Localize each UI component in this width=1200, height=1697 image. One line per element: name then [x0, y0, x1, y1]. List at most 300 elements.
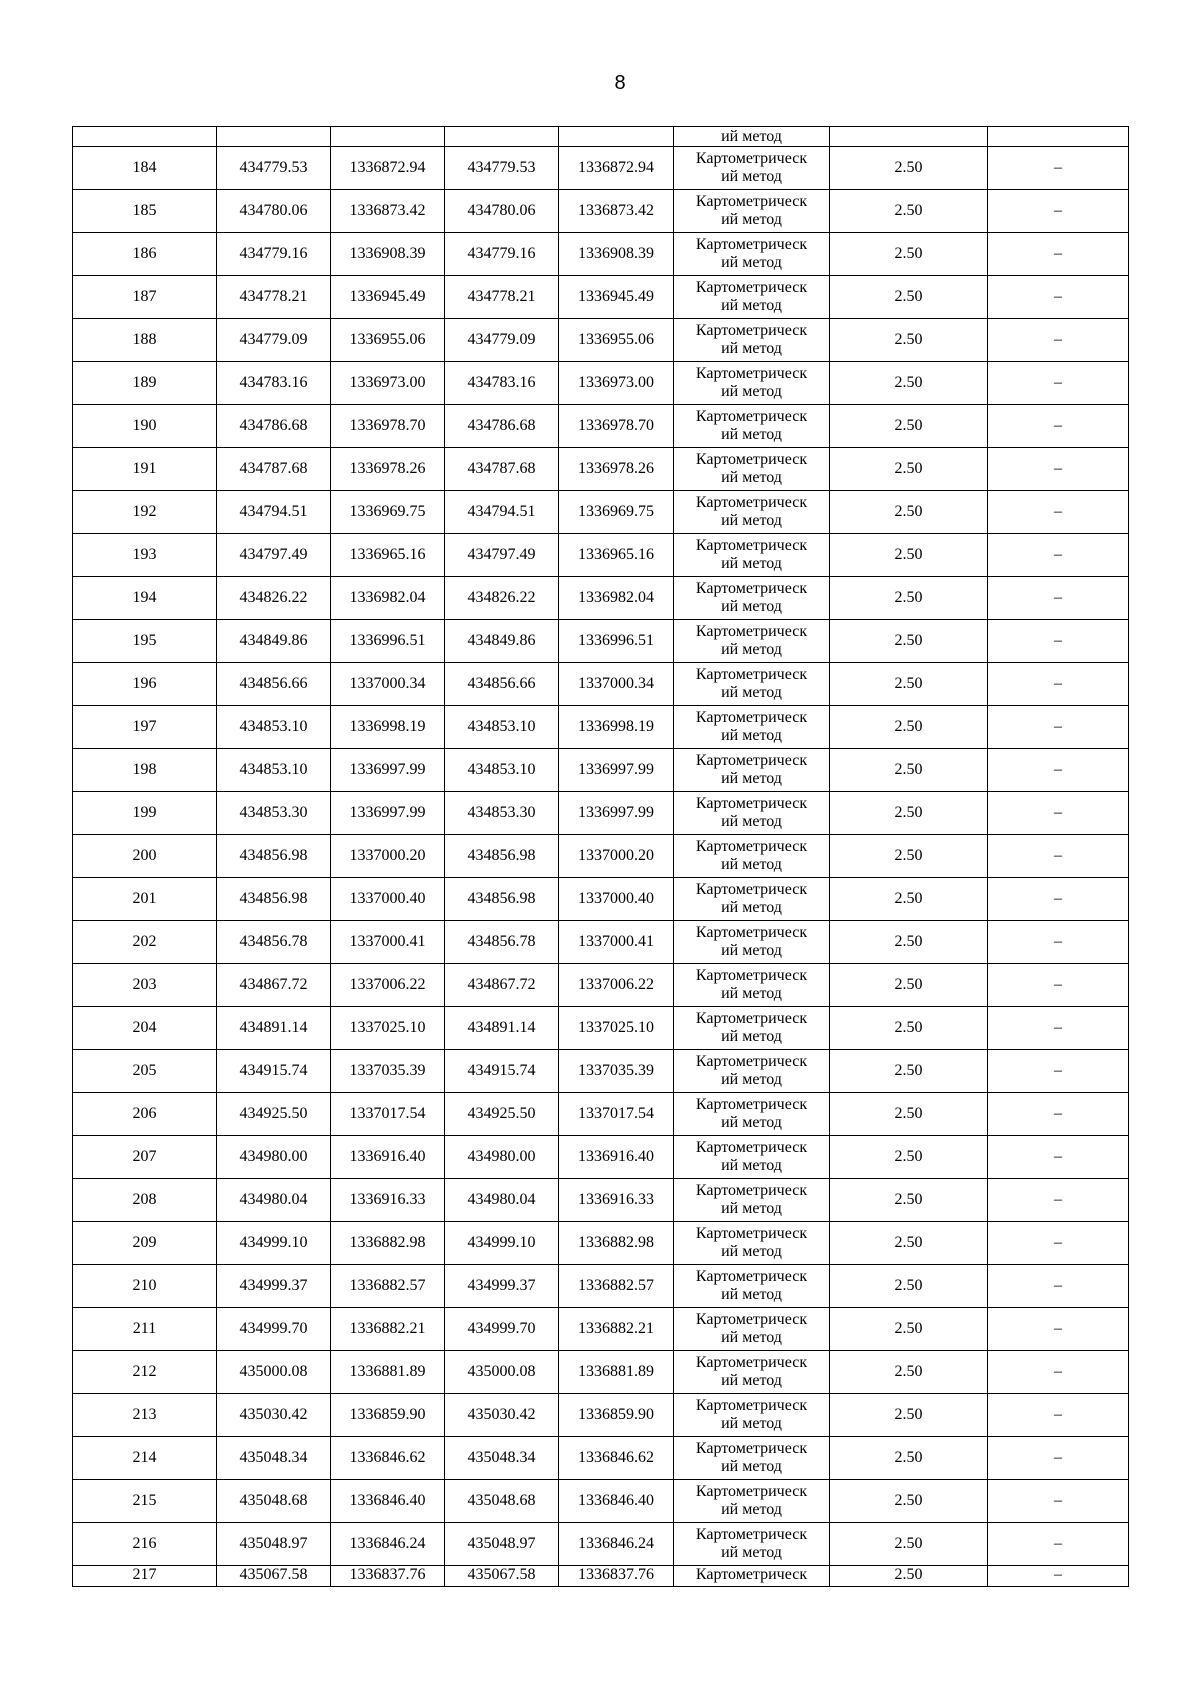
cell-note: – — [988, 1437, 1129, 1480]
cell-point-number: 202 — [73, 921, 217, 964]
cell-x1: 435000.08 — [217, 1351, 331, 1394]
cell-accuracy: 2.50 — [830, 190, 988, 233]
cell-x1: 434853.10 — [217, 749, 331, 792]
cell-note: – — [988, 448, 1129, 491]
cell-y2: 1336846.62 — [559, 1437, 674, 1480]
table-row — [73, 1351, 1129, 1394]
method-line-2: ий метод — [721, 856, 782, 873]
cell-y1: 1336969.75 — [331, 491, 445, 534]
cell-note: – — [988, 964, 1129, 1007]
cell-x2: 434980.04 — [445, 1179, 559, 1222]
table-body — [73, 127, 1129, 1587]
cell-y2: 1337000.34 — [559, 663, 674, 706]
method-line-2: ий метод — [721, 1372, 782, 1389]
cell-point-number: 186 — [73, 233, 217, 276]
cell-y2: 1336872.94 — [559, 147, 674, 190]
cell-y1: 1337000.20 — [331, 835, 445, 878]
cell-note: – — [988, 1050, 1129, 1093]
cell-point-number: 188 — [73, 319, 217, 362]
cell-point-number: 201 — [73, 878, 217, 921]
cell-x1: 434891.14 — [217, 1007, 331, 1050]
cell-accuracy: 2.50 — [830, 1566, 988, 1587]
cell-x2: 434999.70 — [445, 1308, 559, 1351]
method-line-2: ий метод — [721, 813, 782, 830]
method-line-2: ий метод — [721, 899, 782, 916]
method-line-1: Картометрическ — [695, 236, 808, 253]
cell-accuracy: 2.50 — [830, 1136, 988, 1179]
cell-method — [674, 620, 830, 663]
cell-x1: 434925.50 — [217, 1093, 331, 1136]
cell-x2: 434779.16 — [445, 233, 559, 276]
cell-y1: 1336859.90 — [331, 1394, 445, 1437]
method-line-1: Картометрическ — [695, 1526, 808, 1543]
cell-note: – — [988, 577, 1129, 620]
cell-accuracy: 2.50 — [830, 749, 988, 792]
cell-method — [674, 878, 830, 921]
cell-note: – — [988, 749, 1129, 792]
cell-y1: 1336846.40 — [331, 1480, 445, 1523]
cell-accuracy: 2.50 — [830, 1007, 988, 1050]
cell-x2: 435048.68 — [445, 1480, 559, 1523]
table-row — [73, 1480, 1129, 1523]
cell-x1: 434999.10 — [217, 1222, 331, 1265]
cell-y1: 1336882.21 — [331, 1308, 445, 1351]
table-row — [73, 448, 1129, 491]
cell-note: – — [988, 491, 1129, 534]
cell-accuracy: 2.50 — [830, 233, 988, 276]
cell-y2: 1336945.49 — [559, 276, 674, 319]
cell-y1: 1336982.04 — [331, 577, 445, 620]
cell-x2: 435048.34 — [445, 1437, 559, 1480]
cell-x2: 434853.10 — [445, 749, 559, 792]
page-number: 8 — [614, 72, 626, 94]
cell-y1: 1336978.70 — [331, 405, 445, 448]
cell-x2: 434856.66 — [445, 663, 559, 706]
cell-note: – — [988, 405, 1129, 448]
method-line-2: ий метод — [721, 942, 782, 959]
cell-accuracy: 2.50 — [830, 405, 988, 448]
cell-method — [674, 362, 830, 405]
method-line-2: ий метод — [721, 340, 782, 357]
table-row — [73, 276, 1129, 319]
cell-method — [674, 233, 830, 276]
cell-accuracy: 2.50 — [830, 1351, 988, 1394]
table-row — [73, 1179, 1129, 1222]
cell-y1: 1336837.76 — [331, 1566, 445, 1587]
table-row — [73, 362, 1129, 405]
cell-x2: 434999.10 — [445, 1222, 559, 1265]
cell-method — [674, 792, 830, 835]
table-row — [73, 1222, 1129, 1265]
cell-y2: 1337000.40 — [559, 878, 674, 921]
method-line-2: ий метод — [721, 254, 782, 271]
cell-method — [674, 1308, 830, 1351]
cell-y2: 1336998.19 — [559, 706, 674, 749]
cell-y2 — [559, 127, 674, 147]
table-row — [73, 1394, 1129, 1437]
cell-method — [674, 448, 830, 491]
cell-accuracy: 2.50 — [830, 276, 988, 319]
cell-point-number: 197 — [73, 706, 217, 749]
method-line-1: Картометрическ — [695, 1268, 808, 1285]
cell-point-number: 199 — [73, 792, 217, 835]
cell-accuracy: 2.50 — [830, 878, 988, 921]
method-line-2: ий метод — [721, 168, 782, 185]
cell-method — [674, 491, 830, 534]
method-line-2: ий метод — [721, 469, 782, 486]
method-line-2: ий метод — [721, 1286, 782, 1303]
cell-y1: 1336998.19 — [331, 706, 445, 749]
table-row — [73, 964, 1129, 1007]
cell-accuracy: 2.50 — [830, 620, 988, 663]
cell-y1: 1337025.10 — [331, 1007, 445, 1050]
cell-method — [674, 405, 830, 448]
table-row — [73, 1308, 1129, 1351]
cell-note: – — [988, 792, 1129, 835]
method-line-2: ий метод — [721, 684, 782, 701]
cell-y2: 1336881.89 — [559, 1351, 674, 1394]
cell-y2: 1336978.26 — [559, 448, 674, 491]
cell-y1: 1337035.39 — [331, 1050, 445, 1093]
method-line-2: ий метод — [721, 598, 782, 615]
cell-method — [674, 1437, 830, 1480]
cell-method — [674, 921, 830, 964]
cell-note: – — [988, 878, 1129, 921]
cell-y2: 1336973.00 — [559, 362, 674, 405]
cell-x1: 434779.16 — [217, 233, 331, 276]
table-row — [73, 577, 1129, 620]
cell-x1: 434980.00 — [217, 1136, 331, 1179]
method-line-1: Картометрическ — [695, 795, 808, 812]
method-line-2: ий метод — [721, 1501, 782, 1518]
cell-x2: 434779.53 — [445, 147, 559, 190]
method-line-1: Картометрическ — [695, 580, 808, 597]
cell-y1: 1337000.41 — [331, 921, 445, 964]
method-line-2: ий метод — [721, 1114, 782, 1131]
cell-accuracy: 2.50 — [830, 147, 988, 190]
table-row — [73, 1523, 1129, 1566]
cell-x1: 434779.53 — [217, 147, 331, 190]
cell-point-number: 193 — [73, 534, 217, 577]
cell-point-number: 206 — [73, 1093, 217, 1136]
cell-x2: 435030.42 — [445, 1394, 559, 1437]
cell-point-number: 213 — [73, 1394, 217, 1437]
cell-accuracy: 2.50 — [830, 577, 988, 620]
cell-x2: 434779.09 — [445, 319, 559, 362]
cell-y2: 1336916.40 — [559, 1136, 674, 1179]
cell-accuracy: 2.50 — [830, 1093, 988, 1136]
cell-y2: 1336969.75 — [559, 491, 674, 534]
table-row — [73, 147, 1129, 190]
method-line-2: ий метод — [721, 985, 782, 1002]
cell-x2: 434915.74 — [445, 1050, 559, 1093]
cell-x2: 434849.86 — [445, 620, 559, 663]
cell-x2: 434794.51 — [445, 491, 559, 534]
cell-x1: 434980.04 — [217, 1179, 331, 1222]
method-line-1: Картометрическ — [695, 1483, 808, 1500]
cell-note: – — [988, 147, 1129, 190]
cell-note: – — [988, 1308, 1129, 1351]
method-line-1: Картометрическ — [695, 322, 808, 339]
cell-point-number: 208 — [73, 1179, 217, 1222]
cell-note: – — [988, 1523, 1129, 1566]
cell-note: – — [988, 1222, 1129, 1265]
cell-point-number: 209 — [73, 1222, 217, 1265]
cell-y1: 1337000.40 — [331, 878, 445, 921]
cell-x2: 435067.58 — [445, 1566, 559, 1587]
table-row — [73, 1093, 1129, 1136]
cell-y2: 1336859.90 — [559, 1394, 674, 1437]
method-line-2: ий метод — [721, 426, 782, 443]
method-line-1: Картометрическ — [695, 1010, 808, 1027]
cell-y2: 1336846.24 — [559, 1523, 674, 1566]
cell-point-number: 210 — [73, 1265, 217, 1308]
cell-x1: 434856.98 — [217, 835, 331, 878]
cell-y1: 1336916.33 — [331, 1179, 445, 1222]
table-row — [73, 706, 1129, 749]
cell-y2: 1336908.39 — [559, 233, 674, 276]
cell-y1: 1336846.24 — [331, 1523, 445, 1566]
table-row — [73, 405, 1129, 448]
cell-method — [674, 190, 830, 233]
cell-accuracy: 2.50 — [830, 1179, 988, 1222]
cell-note: – — [988, 233, 1129, 276]
cell-x1: 435048.68 — [217, 1480, 331, 1523]
cell-note: – — [988, 1179, 1129, 1222]
cell-y1: 1336955.06 — [331, 319, 445, 362]
cell-method — [674, 147, 830, 190]
cell-accuracy: 2.50 — [830, 1437, 988, 1480]
method-line-1: Картометрическ — [695, 1182, 808, 1199]
cell-y1: 1336973.00 — [331, 362, 445, 405]
cell-x1: 434856.66 — [217, 663, 331, 706]
cell-x1: 434853.10 — [217, 706, 331, 749]
method-line-1: Картометрическ — [695, 1225, 808, 1242]
coordinates-table — [72, 126, 1129, 1587]
cell-y1: 1336997.99 — [331, 749, 445, 792]
method-line-2: ий метод — [721, 1329, 782, 1346]
cell-point-number: 191 — [73, 448, 217, 491]
cell-y1: 1337000.34 — [331, 663, 445, 706]
cell-x1: 434915.74 — [217, 1050, 331, 1093]
cell-y1: 1336945.49 — [331, 276, 445, 319]
cell-x1: 435067.58 — [217, 1566, 331, 1587]
cell-x2: 434980.00 — [445, 1136, 559, 1179]
method-line-1: Картометрическ — [695, 1053, 808, 1070]
cell-y2: 1337006.22 — [559, 964, 674, 1007]
method-line-2: ий метод — [721, 1243, 782, 1260]
cell-y1: 1337006.22 — [331, 964, 445, 1007]
cell-x1: 435048.97 — [217, 1523, 331, 1566]
cell-note: – — [988, 534, 1129, 577]
cell-point-number: 216 — [73, 1523, 217, 1566]
cell-accuracy: 2.50 — [830, 1480, 988, 1523]
cell-y2: 1336846.40 — [559, 1480, 674, 1523]
cell-x2: 434780.06 — [445, 190, 559, 233]
cell-y1: 1336872.94 — [331, 147, 445, 190]
cell-x2: 434778.21 — [445, 276, 559, 319]
cell-note — [988, 127, 1129, 147]
table-row — [73, 1437, 1129, 1480]
table-row — [73, 749, 1129, 792]
cell-method: ий метод — [674, 127, 830, 147]
cell-note: – — [988, 921, 1129, 964]
cell-note: – — [988, 706, 1129, 749]
cell-x1: 434797.49 — [217, 534, 331, 577]
cell-note: – — [988, 1265, 1129, 1308]
cell-method — [674, 663, 830, 706]
cell-point-number: 189 — [73, 362, 217, 405]
method-line-2: ий метод — [721, 555, 782, 572]
cell-point-number: 205 — [73, 1050, 217, 1093]
cell-x1: 434856.78 — [217, 921, 331, 964]
method-line-1: Картометрическ — [695, 1139, 808, 1156]
cell-y1: 1336978.26 — [331, 448, 445, 491]
cell-accuracy: 2.50 — [830, 663, 988, 706]
cell-x1: 434786.68 — [217, 405, 331, 448]
table-row — [73, 921, 1129, 964]
cell-note: – — [988, 1351, 1129, 1394]
table-row — [73, 1265, 1129, 1308]
cell-x1: 435030.42 — [217, 1394, 331, 1437]
cell-x1: 434778.21 — [217, 276, 331, 319]
cell-point-number: 214 — [73, 1437, 217, 1480]
cell-x2: 434856.98 — [445, 878, 559, 921]
cell-method — [674, 835, 830, 878]
cell-method — [674, 1394, 830, 1437]
cell-x1: 434779.09 — [217, 319, 331, 362]
cell-note: – — [988, 362, 1129, 405]
method-line-1: Картометрическ — [695, 752, 808, 769]
cell-method — [674, 1480, 830, 1523]
method-line-1: Картометрическ — [695, 1096, 808, 1113]
method-line-1: Картометрическ — [695, 623, 808, 640]
cell-y2: 1336996.51 — [559, 620, 674, 663]
cell-accuracy: 2.50 — [830, 964, 988, 1007]
method-line-2: ий метод — [721, 1028, 782, 1045]
cell-x2: 434999.37 — [445, 1265, 559, 1308]
cell-accuracy: 2.50 — [830, 1523, 988, 1566]
cell-point-number: 203 — [73, 964, 217, 1007]
cell-y1: 1336908.39 — [331, 233, 445, 276]
cell-y2: 1337025.10 — [559, 1007, 674, 1050]
cell-point-number: 215 — [73, 1480, 217, 1523]
cell-note: – — [988, 1394, 1129, 1437]
cell-point-number: 192 — [73, 491, 217, 534]
cell-method — [674, 1007, 830, 1050]
cell-point-number: 211 — [73, 1308, 217, 1351]
cell-y2: 1336997.99 — [559, 792, 674, 835]
cell-accuracy: 2.50 — [830, 1265, 988, 1308]
cell-accuracy: 2.50 — [830, 1050, 988, 1093]
cell-point-number: 184 — [73, 147, 217, 190]
cell-method — [674, 1523, 830, 1566]
cell-x1: 434867.72 — [217, 964, 331, 1007]
cell-y2: 1337000.20 — [559, 835, 674, 878]
method-line-2: ий метод — [721, 1157, 782, 1174]
cell-y1: 1336873.42 — [331, 190, 445, 233]
method-line-2: ий метод — [721, 211, 782, 228]
cell-method — [674, 1050, 830, 1093]
cell-y1: 1336882.57 — [331, 1265, 445, 1308]
cell-method — [674, 577, 830, 620]
cell-x2: 434783.16 — [445, 362, 559, 405]
cell-note: – — [988, 1480, 1129, 1523]
method-line-1: Картометрическ — [695, 924, 808, 941]
table-row — [73, 835, 1129, 878]
cell-accuracy — [830, 127, 988, 147]
cell-x1 — [217, 127, 331, 147]
cell-y2: 1337017.54 — [559, 1093, 674, 1136]
cell-x2: 435048.97 — [445, 1523, 559, 1566]
cell-point-number — [73, 127, 217, 147]
cell-method — [674, 964, 830, 1007]
cell-x1: 434794.51 — [217, 491, 331, 534]
method-line-2: ий метод — [721, 297, 782, 314]
cell-method — [674, 1136, 830, 1179]
method-line-1: Картометрическ — [695, 451, 808, 468]
method-line-2: ий метод — [721, 1071, 782, 1088]
cell-method — [674, 1179, 830, 1222]
cell-point-number: 190 — [73, 405, 217, 448]
cell-x2: 434786.68 — [445, 405, 559, 448]
method-line-2: ий метод — [721, 727, 782, 744]
cell-y1: 1336916.40 — [331, 1136, 445, 1179]
cell-y1: 1336882.98 — [331, 1222, 445, 1265]
cell-point-number: 194 — [73, 577, 217, 620]
cell-point-number: 185 — [73, 190, 217, 233]
method-line-1: Картометрическ — [695, 537, 808, 554]
cell-x1: 434856.98 — [217, 878, 331, 921]
cell-x2: 434925.50 — [445, 1093, 559, 1136]
table-row — [73, 1050, 1129, 1093]
table-row — [73, 1136, 1129, 1179]
cell-accuracy: 2.50 — [830, 1308, 988, 1351]
table-row — [73, 319, 1129, 362]
table-row — [73, 233, 1129, 276]
cell-x1: 434999.70 — [217, 1308, 331, 1351]
cell-point-number: 198 — [73, 749, 217, 792]
cell-y2: 1337000.41 — [559, 921, 674, 964]
cell-method — [674, 706, 830, 749]
cell-note: – — [988, 1566, 1129, 1587]
cell-method — [674, 534, 830, 577]
cell-note: – — [988, 835, 1129, 878]
table-row — [73, 1566, 1129, 1587]
method-line-1: Картометрическ — [695, 279, 808, 296]
table-row — [73, 491, 1129, 534]
cell-x2: 434853.30 — [445, 792, 559, 835]
cell-point-number: 217 — [73, 1566, 217, 1587]
cell-y2: 1336997.99 — [559, 749, 674, 792]
cell-x2: 434853.10 — [445, 706, 559, 749]
cell-x1: 434780.06 — [217, 190, 331, 233]
cell-y2: 1336978.70 — [559, 405, 674, 448]
cell-point-number: 204 — [73, 1007, 217, 1050]
cell-accuracy: 2.50 — [830, 792, 988, 835]
cell-y1: 1336965.16 — [331, 534, 445, 577]
cell-y1: 1336997.99 — [331, 792, 445, 835]
method-line-1: Картометрическ — [695, 709, 808, 726]
method-line-1: Картометрическ — [695, 838, 808, 855]
cell-note: – — [988, 663, 1129, 706]
method-line-1: Картометрическ — [695, 1311, 808, 1328]
cell-x1: 434787.68 — [217, 448, 331, 491]
cell-method: Картометрическ — [674, 1566, 830, 1587]
cell-point-number: 195 — [73, 620, 217, 663]
table-row — [73, 190, 1129, 233]
cell-y2: 1336882.21 — [559, 1308, 674, 1351]
